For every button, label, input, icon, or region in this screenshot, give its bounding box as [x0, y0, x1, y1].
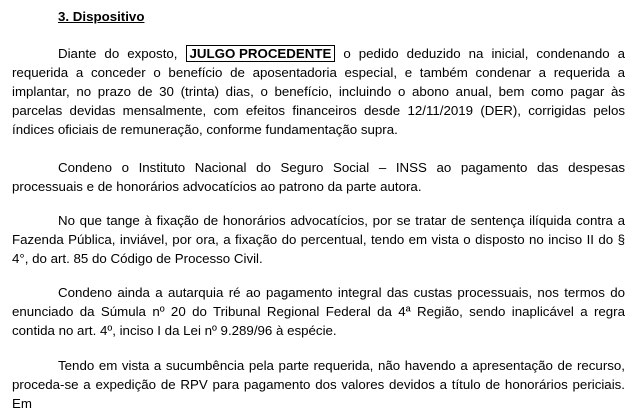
paragraph-court-costs: Condeno ainda a autarquia ré ao pagamento integral das custas processuais, nos termos do enunciado da Súmula nº 20 do Tribunal Regional Federal da 4ª Região, sendo inaplicável a regra contida no art. 4º, inciso I da Lei nº 9.289/96 à espécie. [12, 285, 625, 338]
paragraph-judgment-body: o pedido deduzido na inicial, condenando a requerida a conceder o benefício de aposentadoria especial, e também condenar a requerida a implantar, no prazo de 30 (trinta) dias, o benefício, incluindo o abono anual, bem como pagar às parcelas devidas mensalmente, com efeitos financeiros desde 12/11/2019 (DER), corrigidas pelos índices oficiais de remuneração, conforme fundamentação supra. [12, 46, 626, 137]
judgment-highlight: JULGO PROCEDENTE [186, 45, 336, 62]
paragraph-attorney-fees: No que tange à fixação de honorários advocatícios, por se tratar de sentença ilíquida contra a Fazenda Pública, inviável, por ora, a fixação do percentual, tendo em vista o disposto no inciso II do § 4°, do art. 85 do Código de Processo Civil. [12, 213, 625, 266]
paragraph-judgment-intro: Diante do exposto, [58, 46, 186, 61]
paragraph-judgment [12, 44, 625, 139]
paragraph-condemnation: Condeno o Instituto Nacional do Seguro Social – INSS ao pagamento das despesas processuais e de honorários advocatícios ao patrono da parte autora. [12, 160, 625, 194]
section-heading: 3. Dispositivo [58, 9, 145, 24]
paragraph-rpv: Tendo em vista a sucumbência pela parte requerida, não havendo a apresentação de recurso, proceda-se a expedição de RPV para pagamento dos valores devidos a título de honorários periciais. Em [12, 358, 625, 411]
